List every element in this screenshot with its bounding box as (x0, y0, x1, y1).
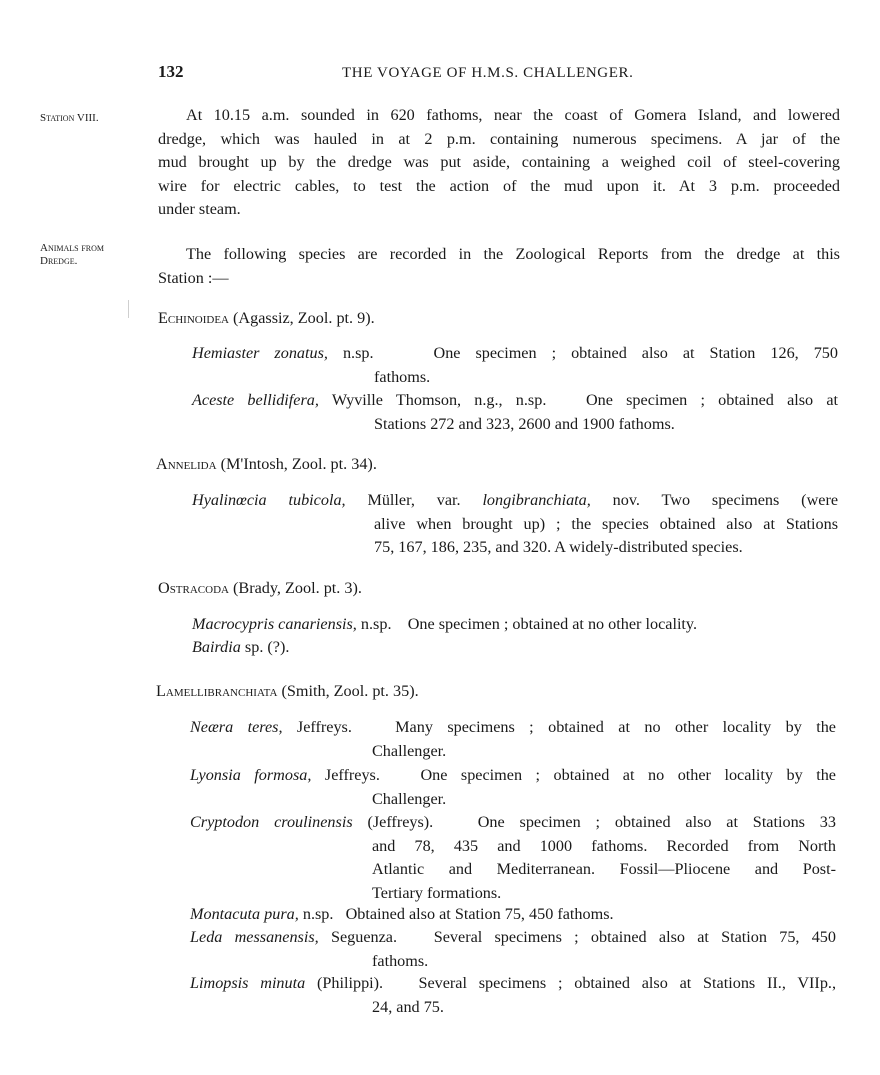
faint-mark (128, 300, 129, 318)
group-heading-annelida (156, 455, 377, 474)
species-name: Leda messanensis, (190, 928, 319, 946)
species-entry: Limopsis minuta (Philippi). Several specimens ; obtained also at Stations II., VIIp., 24, and 75. (190, 974, 837, 1016)
para2-line1: The following species are recorded in the Zoological Reports from the dredge at this (186, 245, 840, 263)
para1-line4: wire for electric cables, to test the action of the mud upon it. At 3 p.m. proceeded (158, 176, 840, 195)
species-entry: Leda messanensis, Seguenza. Several specimens ; obtained also at Station 75, 450 fathoms. (190, 928, 836, 970)
margin-note-station: Station VIII. (40, 112, 99, 124)
species-name: Lyonsia formosa, (190, 766, 312, 784)
species-name: Bairdia (192, 638, 241, 656)
group-ref: (Smith, Zool. pt. 35). (277, 682, 419, 700)
para1-line2: dredge, which was hauled in at 2 p.m. containing numerous specimens. A jar of the (158, 129, 840, 148)
group-ref: (M'Intosh, Zool. pt. 34). (216, 455, 377, 473)
margin-note-animals-line2: Dredge. (40, 255, 78, 267)
group-heading-echinoidea (158, 309, 375, 328)
para1-line1: At 10.15 a.m. sounded in 620 fathoms, near the coast of Gomera Island, and lowered (186, 106, 840, 124)
species-entry: Hemiaster zonatus, n.sp. One specimen ; obtained also at Station 126, 750 fathoms. (192, 344, 838, 386)
group-name: Lamellibranchiata (156, 682, 278, 700)
group-heading-lamellibranchiata (156, 682, 419, 701)
species-name: Hemiaster zonatus, (192, 344, 328, 362)
group-heading-ostracoda (158, 579, 362, 598)
species-name: Hyalinœcia tubicola, (192, 491, 346, 509)
para2-line2: Station :— (158, 268, 229, 287)
species-name: Neæra teres, (190, 718, 283, 736)
species-intro-paragraph (158, 243, 840, 290)
group-ref: (Agassiz, Zool. pt. 9). (229, 309, 375, 327)
station-paragraph (158, 104, 840, 222)
species-name: Montacuta pura, (190, 905, 299, 923)
species-entry: Montacuta pura, n.sp. Obtained also at Station 75, 450 fathoms. (190, 905, 614, 923)
species-entry: Lyonsia formosa, Jeffreys. One specimen ; obtained at no other locality by the Challenger. (190, 766, 836, 808)
group-name: Echinoidea (158, 309, 229, 327)
margin-note-animals-line1: Animals from (40, 242, 105, 254)
page-number: 132 (158, 62, 184, 81)
para1-line3: mud brought up by the dredge was put aside, containing a weighed coil of steel-covering (158, 153, 840, 171)
group-name: Annelida (156, 455, 217, 473)
species-entry: Hyalinœcia tubicola, Müller, var. longibranchiata, nov. Two specimens (were alive when brought up) ; the species obtained also at Stations 75, 167, 186, 235, and 320. A widely-distributed species. (192, 491, 839, 556)
species-name: Aceste bellidifera, (192, 391, 319, 409)
species-entry: Bairdia sp. (?). (192, 638, 290, 656)
running-title: THE VOYAGE OF H.M.S. CHALLENGER. (342, 65, 634, 81)
species-entry: Macrocypris canariensis, n.sp. One specimen ; obtained at no other locality. (192, 615, 698, 633)
species-entry: Cryptodon croulinensis (Jeffreys). One specimen ; obtained also at Stations 33 and 78, 435 and 1000 fathoms. Recorded from North Atlantic and Mediterranean. Fossil—Pliocene and Post- Tertiary formations. (190, 813, 836, 902)
species-name: Cryptodon croulinensis (190, 813, 353, 831)
species-entry: Neæra teres, Jeffreys. Many specimens ; obtained at no other locality by the Challenger. (190, 718, 836, 760)
species-name: Macrocypris canariensis, (192, 615, 357, 633)
margin-note-animals (40, 242, 104, 268)
group-ref: (Brady, Zool. pt. 3). (228, 579, 362, 597)
group-name: Ostracoda (158, 579, 229, 597)
para1-line5: under steam. (158, 200, 241, 218)
species-entry: Aceste bellidifera, Wyville Thomson, n.g., n.sp. One specimen ; obtained also at Stations 272 and 323, 2600 and 1900 fathoms. (192, 391, 839, 433)
species-name: Limopsis minuta (190, 974, 306, 992)
